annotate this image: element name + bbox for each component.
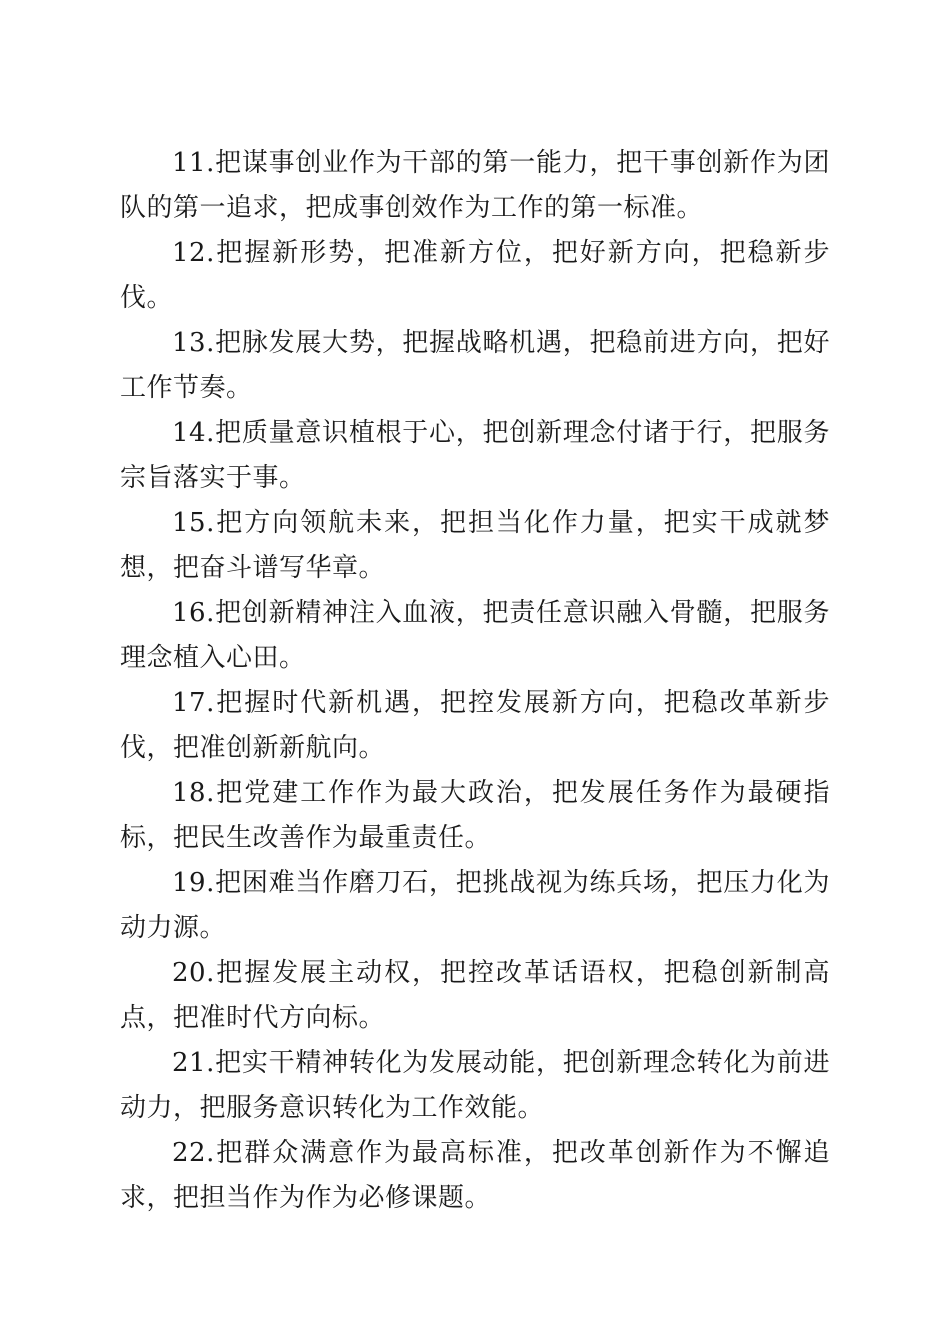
paragraph-22: 22.把群众满意作为最高标准，把改革创新作为不懈追求，把担当作为作为必修课题。 xyxy=(120,1138,830,1213)
paragraph-14: 14.把质量意识植根于心，把创新理念付诸于行，把服务宗旨落实于事。 xyxy=(120,418,830,493)
document-body xyxy=(120,141,830,1221)
paragraph-13: 13.把脉发展大势，把握战略机遇，把稳前进方向，把好工作节奏。 xyxy=(120,328,830,403)
paragraph-12: 12.把握新形势，把准新方位，把好新方向，把稳新步伐。 xyxy=(120,238,830,313)
paragraph-15: 15.把方向领航未来，把担当化作力量，把实干成就梦想，把奋斗谱写华章。 xyxy=(120,508,830,583)
paragraph-17: 17.把握时代新机遇，把控发展新方向，把稳改革新步伐，把准创新新航向。 xyxy=(120,688,830,763)
paragraph-18: 18.把党建工作作为最大政治，把发展任务作为最硬指标，把民生改善作为最重责任。 xyxy=(120,778,830,853)
paragraph-20: 20.把握发展主动权，把控改革话语权，把稳创新制高点，把准时代方向标。 xyxy=(120,958,830,1033)
paragraph-11: 11.把谋事创业作为干部的第一能力，把干事创新作为团队的第一追求，把成事创效作为工作的第一标准。 xyxy=(120,148,830,223)
paragraph-21: 21.把实干精神转化为发展动能，把创新理念转化为前进动力，把服务意识转化为工作效能。 xyxy=(120,1048,830,1123)
paragraph-16: 16.把创新精神注入血液，把责任意识融入骨髓，把服务理念植入心田。 xyxy=(120,598,830,673)
paragraph-19: 19.把困难当作磨刀石，把挑战视为练兵场，把压力化为动力源。 xyxy=(120,868,830,943)
